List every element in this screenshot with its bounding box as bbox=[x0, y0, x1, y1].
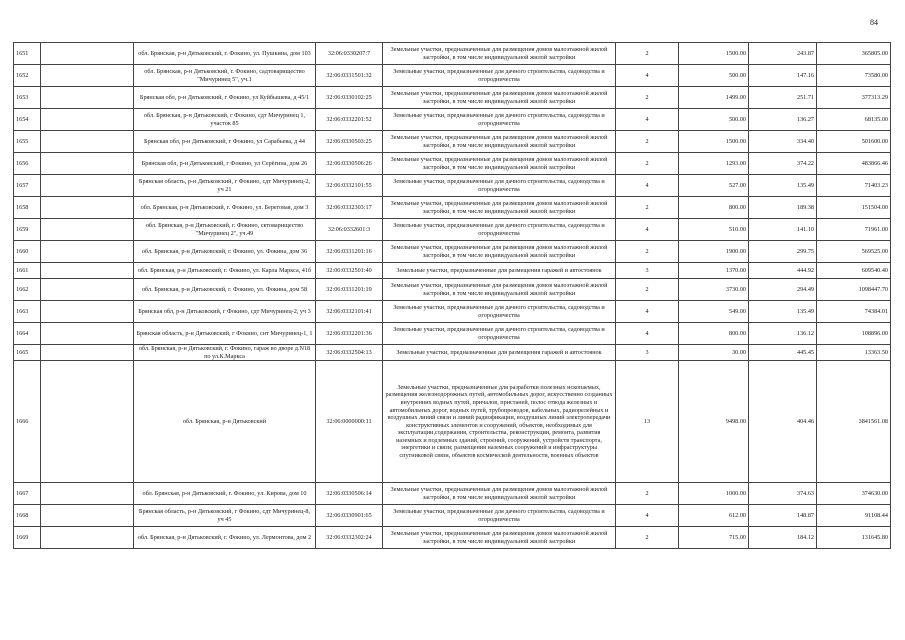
table-row bbox=[14, 345, 891, 361]
cadastral-value-cell: 151504.00 bbox=[817, 197, 891, 219]
cadastral-value-cell: 131645.80 bbox=[817, 527, 891, 549]
cadastral-number-cell: 32:06:0331201:16 bbox=[316, 241, 383, 263]
table-row bbox=[14, 153, 891, 175]
empty-cell bbox=[41, 345, 134, 361]
cadastral-number-cell: 32:06:0332101:55 bbox=[316, 175, 383, 197]
area-cell: 800.00 bbox=[679, 197, 749, 219]
row-number: 1664 bbox=[14, 323, 41, 345]
specific-value-cell: 135.49 bbox=[749, 175, 817, 197]
specific-value-cell: 374.63 bbox=[749, 483, 817, 505]
category-code-cell: 2 bbox=[616, 153, 679, 175]
address-cell: обл. Брянская, р-н Дятьковский, г. Фокино, ул. Кирова, дом 10 bbox=[134, 483, 316, 505]
table-row bbox=[14, 65, 891, 87]
table-row bbox=[14, 241, 891, 263]
address-cell: Брянская область, р-н Дятьковский, г Фокино, снт Мичуринец-1, 1 bbox=[134, 323, 316, 345]
specific-value-cell: 184.12 bbox=[749, 527, 817, 549]
table-row bbox=[14, 505, 891, 527]
specific-value-cell: 294.49 bbox=[749, 279, 817, 301]
table-row bbox=[14, 483, 891, 505]
empty-cell bbox=[41, 87, 134, 109]
empty-cell bbox=[41, 109, 134, 131]
specific-value-cell: 445.45 bbox=[749, 345, 817, 361]
area-cell: 30.00 bbox=[679, 345, 749, 361]
area-cell: 527.00 bbox=[679, 175, 749, 197]
row-number: 1667 bbox=[14, 483, 41, 505]
cadastral-value-cell: 91108.44 bbox=[817, 505, 891, 527]
cadastral-value-cell: 74384.01 bbox=[817, 301, 891, 323]
specific-value-cell: 136.27 bbox=[749, 109, 817, 131]
category-code-cell: 2 bbox=[616, 241, 679, 263]
category-code-cell: 3 bbox=[616, 345, 679, 361]
address-cell: обл. Брянская, р-н Дятьковский, г. Фокино, сктоварищество "Мичуринец 2", уч.49 bbox=[134, 219, 316, 241]
row-number: 1657 bbox=[14, 175, 41, 197]
area-cell: 1900.00 bbox=[679, 241, 749, 263]
address-cell: Брянская область, р-н Дятьковский, г Фокино, сдт Мичуринец-2, уч 21 bbox=[134, 175, 316, 197]
row-number: 1661 bbox=[14, 263, 41, 279]
land-use-cell: Земельные участки, предназначенные для дачного строительства, садоводства и огородничества bbox=[383, 219, 616, 241]
cadastral-number-cell: 32:06:0331201:19 bbox=[316, 279, 383, 301]
specific-value-cell: 147.16 bbox=[749, 65, 817, 87]
area-cell: 9498.00 bbox=[679, 361, 749, 483]
specific-value-cell: 136.12 bbox=[749, 323, 817, 345]
table-row bbox=[14, 131, 891, 153]
category-code-cell: 2 bbox=[616, 279, 679, 301]
cadastral-number-cell: 32:06:0000000:11 bbox=[316, 361, 383, 483]
area-cell: 549.00 bbox=[679, 301, 749, 323]
cadastral-number-cell: 32:06:0330506:26 bbox=[316, 153, 383, 175]
address-cell: обл. Брянская, р-н Дятьковский, г. Фокино, гараж во дворе д.N18 по ул.К.Маркса bbox=[134, 345, 316, 361]
row-number: 1660 bbox=[14, 241, 41, 263]
land-use-cell: Земельные участки, предназначенные для разработки полезных ископаемых, размещения железнодорожных путей, автомобильных дорог, искусственно созданных внутренних водных путей, причалов, пристаней, полос отвода железных и автомобильных дорог, водных путей, трубопроводов, кабельных, радиорелейных и воздушных линий связи и линий радиофикации, воздушных линий электропередачи конструктивных элементов и сооружений, объектов, необходимых для эксплуатации,содержания, строительства, реконструкции, ремонта, развития наземных и подземных зданий, строений, сооружений, устройств транспорта, энергетики и связи; размещения наземных сооружений и инфраструктуры спутниковой связи, объектов космической деятельности, военных объектов bbox=[383, 361, 616, 483]
table-row bbox=[14, 361, 891, 483]
empty-cell bbox=[41, 263, 134, 279]
address-cell: обл. Брянская, р-н Дятьковский, г. Фокино, ул. Пушкина, дом 103 bbox=[134, 43, 316, 65]
empty-cell bbox=[41, 131, 134, 153]
cadastral-value-cell: 377313.29 bbox=[817, 87, 891, 109]
category-code-cell: 13 bbox=[616, 361, 679, 483]
row-number: 1666 bbox=[14, 361, 41, 483]
specific-value-cell: 299.75 bbox=[749, 241, 817, 263]
empty-cell bbox=[41, 219, 134, 241]
cadastral-value-cell: 374630.00 bbox=[817, 483, 891, 505]
page-number: 84 bbox=[870, 18, 878, 27]
empty-cell bbox=[41, 65, 134, 87]
specific-value-cell: 374.22 bbox=[749, 153, 817, 175]
land-use-cell: Земельные участки, предназначенные для размещения домов малоэтажной жилой застройки, в том числе индивидуальной жилой застройки bbox=[383, 43, 616, 65]
land-use-cell: Земельные участки, предназначенные для дачного строительства, садоводства и огородничества bbox=[383, 505, 616, 527]
land-use-cell: Земельные участки, предназначенные для дачного строительства, садоводства и огородничества bbox=[383, 301, 616, 323]
cadastral-value-cell: 71961.00 bbox=[817, 219, 891, 241]
address-cell: обл. Брянская, р-н Дятьковский, г. Фокино, ул. Береговая, дом 3 bbox=[134, 197, 316, 219]
cadastral-value-cell: 483866.46 bbox=[817, 153, 891, 175]
row-number: 1658 bbox=[14, 197, 41, 219]
area-cell: 1370.00 bbox=[679, 263, 749, 279]
row-number: 1669 bbox=[14, 527, 41, 549]
empty-cell bbox=[41, 527, 134, 549]
cadastral-number-cell: 32:06:0332601:3 bbox=[316, 219, 383, 241]
address-cell: Брянская обл, р-н Дятьковский, г Фокино, ул Серёгина, дом 26 bbox=[134, 153, 316, 175]
land-use-cell: Земельные участки, предназначенные для дачного строительства, садоводства и огородничества bbox=[383, 323, 616, 345]
category-code-cell: 4 bbox=[616, 175, 679, 197]
cadastral-number-cell: 32:06:0332303:17 bbox=[316, 197, 383, 219]
land-use-cell: Земельные участки, предназначенные для размещения домов малоэтажной жилой застройки, в том числе индивидуальной жилой застройки bbox=[383, 153, 616, 175]
empty-cell bbox=[41, 197, 134, 219]
cadastral-number-cell: 32:06:0330901:65 bbox=[316, 505, 383, 527]
area-cell: 1499.00 bbox=[679, 87, 749, 109]
area-cell: 800.00 bbox=[679, 323, 749, 345]
empty-cell bbox=[41, 175, 134, 197]
cadastral-value-cell: 365805.00 bbox=[817, 43, 891, 65]
category-code-cell: 3 bbox=[616, 263, 679, 279]
cadastral-number-cell: 32:06:0331501:32 bbox=[316, 65, 383, 87]
address-cell: Брянская область, р-н Дятьковский, г Фокино, сдт Мичуринец-8, уч 45 bbox=[134, 505, 316, 527]
table-row bbox=[14, 43, 891, 65]
land-use-cell: Земельные участки, предназначенные для дачного строительства, садоводства и огородничества bbox=[383, 65, 616, 87]
row-number: 1652 bbox=[14, 65, 41, 87]
specific-value-cell: 251.71 bbox=[749, 87, 817, 109]
category-code-cell: 2 bbox=[616, 483, 679, 505]
table-row bbox=[14, 219, 891, 241]
category-code-cell: 4 bbox=[616, 323, 679, 345]
row-number: 1653 bbox=[14, 87, 41, 109]
cadastral-value-cell: 71403.23 bbox=[817, 175, 891, 197]
land-use-cell: Земельные участки, предназначенные для размещения домов малоэтажной жилой застройки, в том числе индивидуальной жилой застройки bbox=[383, 197, 616, 219]
land-use-cell: Земельные участки, предназначенные для дачного строительства, садоводства и огородничества bbox=[383, 109, 616, 131]
specific-value-cell: 135.49 bbox=[749, 301, 817, 323]
area-cell: 1500.00 bbox=[679, 43, 749, 65]
category-code-cell: 2 bbox=[616, 527, 679, 549]
table-row bbox=[14, 323, 891, 345]
specific-value-cell: 334.40 bbox=[749, 131, 817, 153]
specific-value-cell: 444.92 bbox=[749, 263, 817, 279]
cadastral-number-cell: 32:06:0332201:36 bbox=[316, 323, 383, 345]
table-row bbox=[14, 87, 891, 109]
area-cell: 500.00 bbox=[679, 65, 749, 87]
area-cell: 715.00 bbox=[679, 527, 749, 549]
cadastral-number-cell: 32:06:0332501:40 bbox=[316, 263, 383, 279]
land-use-cell: Земельные участки, предназначенные для размещения домов малоэтажной жилой застройки, в том числе индивидуальной жилой застройки bbox=[383, 279, 616, 301]
area-cell: 612.00 bbox=[679, 505, 749, 527]
area-cell: 510.00 bbox=[679, 219, 749, 241]
address-cell: Брянская обл, р-н Дятьковский, г Фокино, ул Сарабьева, д 44 bbox=[134, 131, 316, 153]
empty-cell bbox=[41, 241, 134, 263]
category-code-cell: 2 bbox=[616, 87, 679, 109]
land-use-cell: Земельные участки, предназначенные для размещения домов малоэтажной жилой застройки, в том числе индивидуальной жилой застройки bbox=[383, 131, 616, 153]
empty-cell bbox=[41, 483, 134, 505]
area-cell: 1500.00 bbox=[679, 131, 749, 153]
table-row bbox=[14, 279, 891, 301]
category-code-cell: 2 bbox=[616, 131, 679, 153]
specific-value-cell: 148.87 bbox=[749, 505, 817, 527]
cadastral-number-cell: 32:06:0330207:7 bbox=[316, 43, 383, 65]
row-number: 1659 bbox=[14, 219, 41, 241]
address-cell: обл. Брянская, р-н Дятьковский bbox=[134, 361, 316, 483]
cadastral-number-cell: 32:06:0330102:25 bbox=[316, 87, 383, 109]
table-row bbox=[14, 197, 891, 219]
cadastral-value-cell: 501600.00 bbox=[817, 131, 891, 153]
empty-cell bbox=[41, 323, 134, 345]
row-number: 1651 bbox=[14, 43, 41, 65]
cadastral-number-cell: 32:06:0330503:25 bbox=[316, 131, 383, 153]
cadastral-value-cell: 569525.00 bbox=[817, 241, 891, 263]
address-cell: Брянская обл, р-н Дятьковский, г Фокино, ул Куйбышева, д 45/1 bbox=[134, 87, 316, 109]
category-code-cell: 4 bbox=[616, 109, 679, 131]
empty-cell bbox=[41, 153, 134, 175]
row-number: 1654 bbox=[14, 109, 41, 131]
category-code-cell: 4 bbox=[616, 301, 679, 323]
cadastral-value-cell: 13363.50 bbox=[817, 345, 891, 361]
specific-value-cell: 189.38 bbox=[749, 197, 817, 219]
cadastral-number-cell: 32:06:0332302:24 bbox=[316, 527, 383, 549]
category-code-cell: 2 bbox=[616, 197, 679, 219]
specific-value-cell: 243.87 bbox=[749, 43, 817, 65]
empty-cell bbox=[41, 361, 134, 483]
category-code-cell: 2 bbox=[616, 43, 679, 65]
table-row bbox=[14, 527, 891, 549]
address-cell: обл. Брянская, р-н Дятьковский, г. Фокино, садтоварищество "Мичуринец 5", уч.1 bbox=[134, 65, 316, 87]
address-cell: обл. Брянская, р-н Дятьковский, г. Фокино, ул. Фокина, дом 58 bbox=[134, 279, 316, 301]
row-number: 1656 bbox=[14, 153, 41, 175]
land-use-cell: Земельные участки, предназначенные для размещения домов малоэтажной жилой застройки, в том числе индивидуальной жилой застройки bbox=[383, 241, 616, 263]
specific-value-cell: 141.10 bbox=[749, 219, 817, 241]
empty-cell bbox=[41, 279, 134, 301]
cadastral-number-cell: 32:06:0332504:13 bbox=[316, 345, 383, 361]
cadastral-value-cell: 609540.40 bbox=[817, 263, 891, 279]
cadastral-value-cell: 68135.00 bbox=[817, 109, 891, 131]
area-cell: 500.00 bbox=[679, 109, 749, 131]
cadastral-value-cell: 1098447.70 bbox=[817, 279, 891, 301]
cadastral-value-cell: 73580.00 bbox=[817, 65, 891, 87]
category-code-cell: 4 bbox=[616, 505, 679, 527]
land-use-cell: Земельные участки, предназначенные для размещения домов малоэтажной жилой застройки, в том числе индивидуальной жилой застройки bbox=[383, 483, 616, 505]
cadastral-value-table bbox=[13, 42, 891, 549]
land-use-cell: Земельные участки, предназначенные для размещения домов малоэтажной жилой застройки, в том числе индивидуальной жилой застройки bbox=[383, 527, 616, 549]
table-row bbox=[14, 263, 891, 279]
empty-cell bbox=[41, 43, 134, 65]
row-number: 1662 bbox=[14, 279, 41, 301]
area-cell: 1293.00 bbox=[679, 153, 749, 175]
category-code-cell: 4 bbox=[616, 219, 679, 241]
table-row bbox=[14, 109, 891, 131]
cadastral-value-cell: 3841561.08 bbox=[817, 361, 891, 483]
address-cell: обл. Брянская, р-н Дятьковский, г. Фокино, ул. Лермонтова, дом 2 bbox=[134, 527, 316, 549]
specific-value-cell: 404.46 bbox=[749, 361, 817, 483]
address-cell: обл. Брянская, р-н Дятьковский, г Фокино, сдт Мичуринец 1, участок 85 bbox=[134, 109, 316, 131]
empty-cell bbox=[41, 301, 134, 323]
row-number: 1668 bbox=[14, 505, 41, 527]
category-code-cell: 4 bbox=[616, 65, 679, 87]
area-cell: 1000.00 bbox=[679, 483, 749, 505]
cadastral-number-cell: 32:06:0332201:52 bbox=[316, 109, 383, 131]
table-row bbox=[14, 301, 891, 323]
area-cell: 3730.00 bbox=[679, 279, 749, 301]
land-use-cell: Земельные участки, предназначенные для размещения гаражей и автостоянок bbox=[383, 263, 616, 279]
land-use-cell: Земельные участки, предназначенные для дачного строительства, садоводства и огородничества bbox=[383, 175, 616, 197]
cadastral-value-cell: 108896.00 bbox=[817, 323, 891, 345]
land-use-cell: Земельные участки, предназначенные для размещения гаражей и автостоянок bbox=[383, 345, 616, 361]
address-cell: обл. Брянская, р-н Дятьковский, г. Фокино, ул. Фокина, дом 36 bbox=[134, 241, 316, 263]
land-use-cell: Земельные участки, предназначенные для размещения домов малоэтажной жилой застройки, в том числе индивидуальной жилой застройки bbox=[383, 87, 616, 109]
row-number: 1663 bbox=[14, 301, 41, 323]
address-cell: Брянская обл, р-н Дятьковский, г Фокино, сдт Мичуринец-2, уч 3 bbox=[134, 301, 316, 323]
address-cell: обл. Брянская, р-н Дятьковский, г. Фокино, ул. Карла Маркса, 41б bbox=[134, 263, 316, 279]
cadastral-number-cell: 32:06:0332101:41 bbox=[316, 301, 383, 323]
row-number: 1665 bbox=[14, 345, 41, 361]
empty-cell bbox=[41, 505, 134, 527]
row-number: 1655 bbox=[14, 131, 41, 153]
cadastral-number-cell: 32:06:0330506:14 bbox=[316, 483, 383, 505]
table-row bbox=[14, 175, 891, 197]
